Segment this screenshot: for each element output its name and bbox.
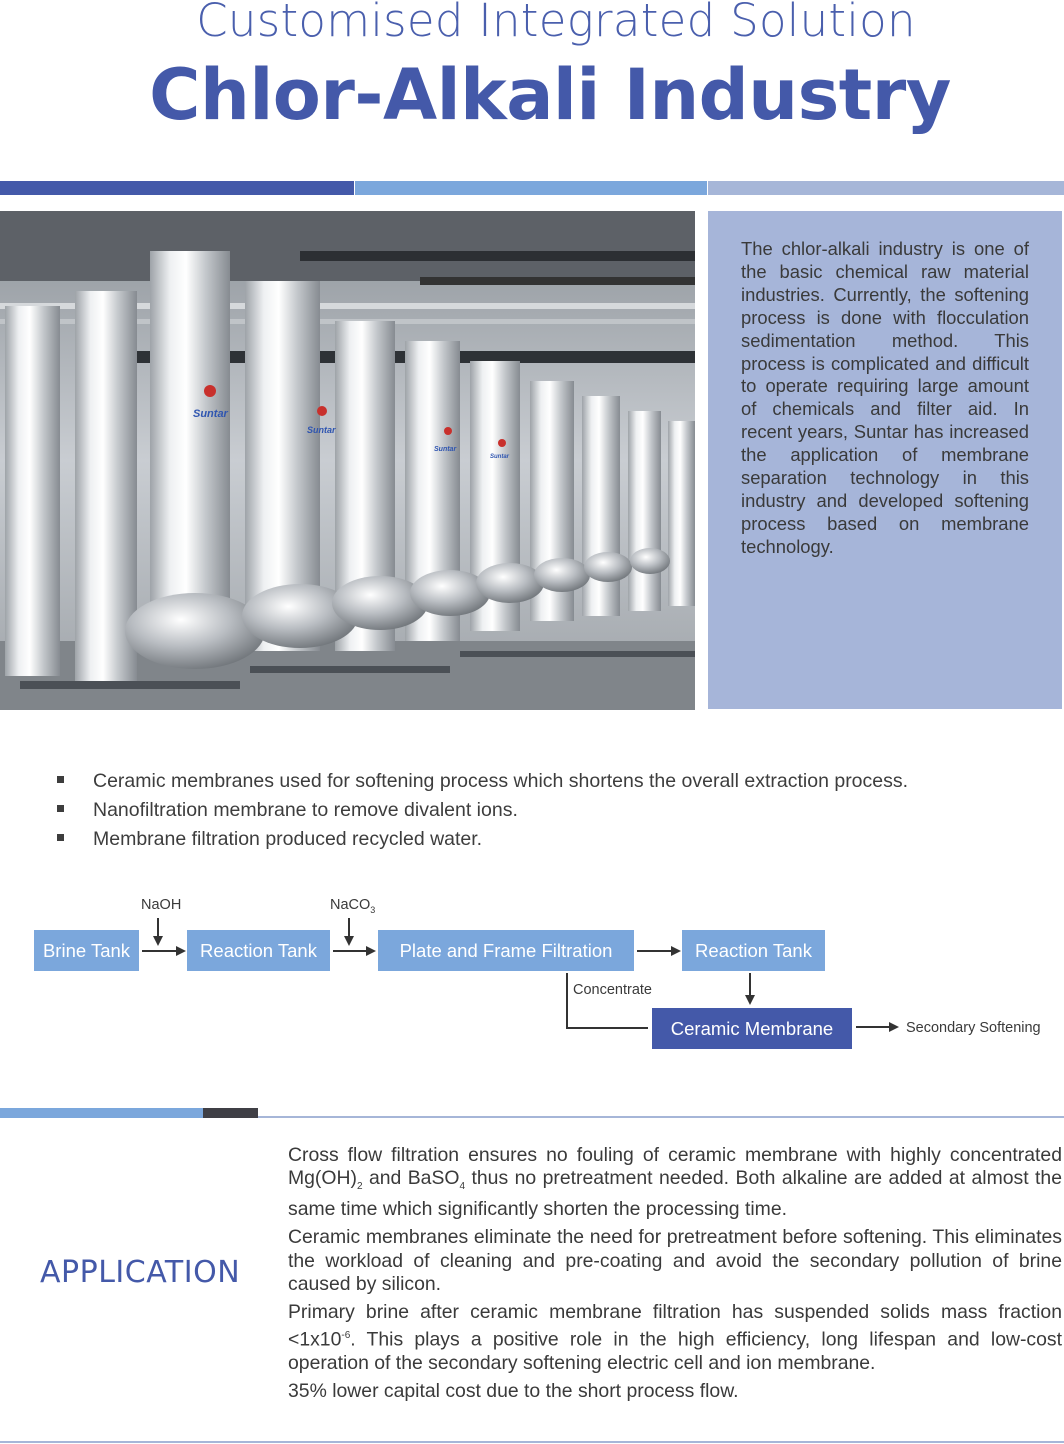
flow-reaction-tank-1: Reaction Tank <box>187 930 330 971</box>
section-divider-dark <box>203 1108 258 1118</box>
label-naoh: NaOH <box>141 897 182 913</box>
list-item: Membrane filtration produced recycled water. <box>55 825 1015 854</box>
feature-list <box>55 767 1015 854</box>
list-item: Ceramic membranes used for softening process which shortens the overall extraction process. <box>55 767 1015 796</box>
label-secondary-softening: Secondary Softening <box>906 1020 1041 1036</box>
footer-line <box>0 1441 1064 1443</box>
list-item: Nanofiltration membrane to remove divalent ions. <box>55 796 1015 825</box>
svg-text:Suntar: Suntar <box>490 454 510 460</box>
flow-reaction-tank-2: Reaction Tank <box>682 930 825 971</box>
svg-text:Suntar: Suntar <box>434 446 457 453</box>
header-bar-dark <box>0 181 354 195</box>
svg-text:Suntar: Suntar <box>193 408 228 420</box>
label-concentrate: Concentrate <box>573 982 652 998</box>
label-naco3: NaCO$_3$ <box>330 897 376 915</box>
bullet-square-icon <box>57 805 64 812</box>
flow-ceramic-membrane: Ceramic Membrane <box>652 1008 852 1049</box>
svg-text:Suntar: Suntar <box>307 425 336 435</box>
section-divider-blue <box>0 1108 203 1118</box>
application-heading: APPLICATION <box>40 1255 241 1290</box>
application-paragraph-3: Primary brine after ceramic membrane filtration has suspended solids mass fraction $<1x10^{-6}$. This plays a positive role in the high efficiency, long lifespan and low-cost operation of the secondary softening electric cell and ion membrane. <box>288 1301 1062 1374</box>
page-title: Chlor-Alkali Industry <box>149 54 951 136</box>
header-bar-light <box>355 181 707 195</box>
page-subtitle: Customised Integrated Solution <box>196 0 916 47</box>
section-divider-line <box>258 1116 1064 1118</box>
flow-plate-frame-filtration: Plate and Frame Filtration <box>378 930 634 971</box>
application-text <box>288 1144 1062 1408</box>
bullet-square-icon <box>57 834 64 841</box>
plant-photo-illustration <box>0 211 695 710</box>
header-bar-pale <box>708 181 1064 195</box>
application-paragraph-2: Ceramic membranes eliminate the need for pretreatment before softening. This eliminates the workload of cleaning and pre-coating and avoid the secondary pollution of brine caused by silicon. <box>288 1226 1062 1295</box>
flow-brine-tank: Brine Tank <box>34 930 139 971</box>
application-paragraph-1: Cross flow filtration ensures no fouling of ceramic membrane with highly concentrated $Mg(OH)_2$ and BaSO$_4$ thus no pretreatment needed. Both alkaline are added at almost the same time which significantly shorten the processing time. <box>288 1144 1062 1221</box>
description-text: The chlor-alkali industry is one of the basic chemical raw material industries. Currently, the softening process is done with flocculation sedimentation method. This process is complicated and difficult to operate requiring large amount of chemicals and filter aid. In recent years, Suntar has increased the application of membrane separation technology in this industry and developed softening process based on membrane technology. <box>741 238 1029 557</box>
bullet-square-icon <box>57 776 64 783</box>
plant-photo <box>0 211 695 710</box>
application-paragraph-4: 35% lower capital cost due to the short process flow. <box>288 1380 739 1403</box>
